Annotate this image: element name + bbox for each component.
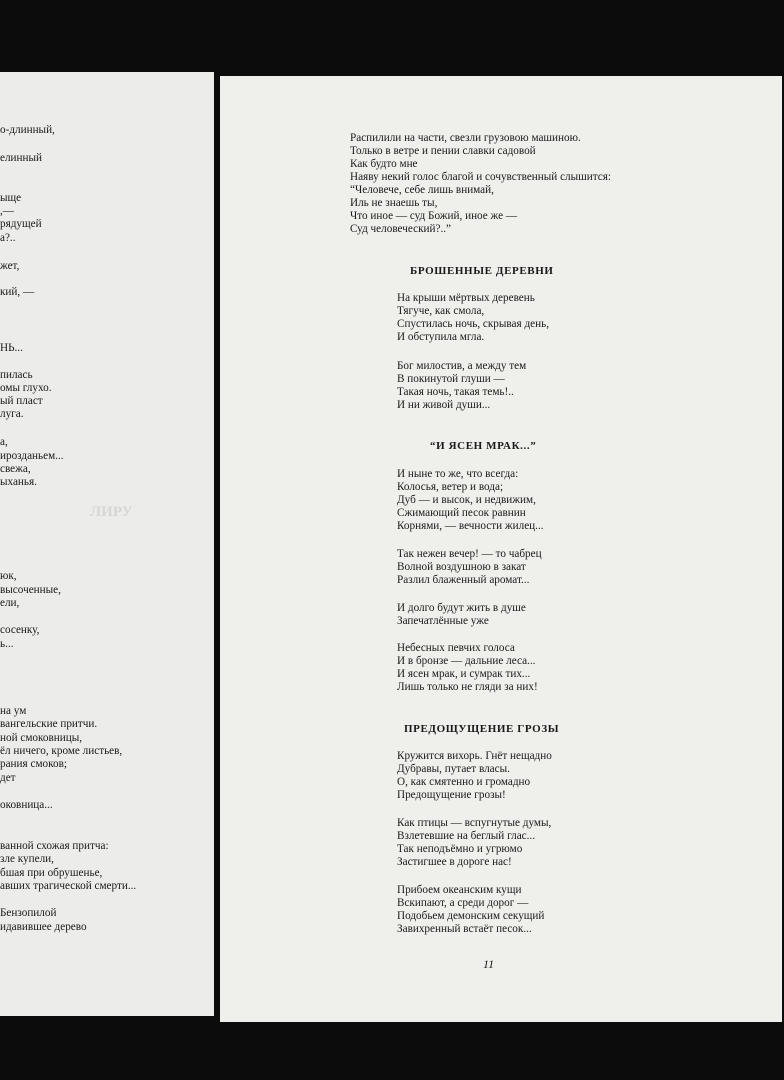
left-page-line: елинный — [0, 152, 43, 164]
poem-line: В покинутой глуши — — [397, 373, 505, 385]
poem-line: Колосья, ветер и вода; — [397, 481, 504, 493]
intro-line: Иль не знаешь ты, — [350, 197, 438, 209]
left-page-line: ели, — [0, 597, 20, 609]
left-page-line: НЬ... — [0, 342, 23, 354]
left-page-line: ирозданьем... — [0, 450, 64, 462]
left-page-line: дет — [0, 772, 16, 784]
right-page — [220, 76, 782, 1022]
left-page-line: бшая при обрушенье, — [0, 867, 103, 879]
left-page-line: ной смоковницы, — [0, 732, 83, 744]
poem-line: Спустилась ночь, скрывая день, — [397, 318, 550, 330]
poem-line: Разлил блаженный аромат... — [397, 574, 530, 586]
poem-line: Такая ночь, такая темь!.. — [397, 386, 514, 398]
poem-line: Так нежен вечер! — то чабрец — [397, 548, 542, 560]
left-page-line: Бензопилой — [0, 907, 57, 919]
intro-line: Наяву некий голос благой и сочувственный слышится: — [350, 171, 611, 183]
poem-title: БРОШЕННЫЕ ДЕРЕВНИ — [410, 265, 554, 277]
intro-line: Как будто мне — [350, 158, 418, 170]
poem-line: И в бронзе — дальние леса... — [397, 655, 536, 667]
left-page-line: свежа, — [0, 463, 31, 475]
left-page-line: ёл ничего, кроме листьев, — [0, 745, 123, 757]
poem-line: Кружится вихорь. Гнёт нещадно — [397, 750, 552, 762]
poem-line: Корнями, — вечности жилец... — [397, 520, 544, 532]
poem-line: На крыши мёртвых деревень — [397, 292, 535, 304]
left-page — [0, 72, 214, 1016]
left-page-line: ыще — [0, 192, 22, 204]
poem-line: Завихренный встаёт песок... — [397, 923, 532, 935]
left-page-line: ь... — [0, 638, 14, 650]
poem-line: Подобьем демонским секущий — [397, 910, 545, 922]
intro-line: “Человече, себе лишь внимай, — [350, 184, 494, 196]
poem-line: Так неподъёмно и угрюмо — [397, 843, 523, 855]
poem-line: Запечатлённые уже — [397, 615, 489, 627]
left-page-line: оковница... — [0, 799, 53, 811]
left-page-line: рания смоков; — [0, 758, 67, 770]
left-page-line: юк, — [0, 570, 17, 582]
left-page-line: вангельские притчи. — [0, 718, 98, 730]
intro-line: Суд человеческий?..” — [350, 223, 452, 235]
poem-line: Вскипают, а среди дорог — — [397, 897, 529, 909]
poem-line: Взлетевшие на беглый глас... — [397, 830, 536, 842]
left-page-line: а, — [0, 436, 8, 448]
left-page-line: ,— — [0, 205, 14, 217]
poem-line: Как птицы — вспугнутые думы, — [397, 817, 552, 829]
left-page-line: о-длинный, — [0, 124, 55, 136]
left-page-line: зле купели, — [0, 853, 54, 865]
left-page-line: авших трагической смерти... — [0, 880, 137, 892]
left-page-line: жет, — [0, 260, 20, 272]
poem-line: Застигшее в дороге нас! — [397, 856, 512, 868]
poem-line: Дубравы, путает власы. — [397, 763, 510, 775]
left-page-line: а?.. — [0, 232, 16, 244]
left-page-line: ванной схожая притча: — [0, 840, 109, 852]
show-through-text: ЛИРУ — [90, 504, 133, 520]
intro-line: Что иное — суд Божий, иное же — — [350, 210, 518, 222]
left-page-line: омы глухо. — [0, 382, 52, 394]
poem-line: Дуб — и высок, и недвижим, — [397, 494, 536, 506]
poem-line: Прибоем океанским кущи — [397, 884, 522, 896]
page-number: 11 — [483, 957, 495, 971]
left-page-line: идавившее дерево — [0, 921, 87, 933]
poem-line: Лишь только не гляди за них! — [397, 681, 538, 693]
poem-title: “И ЯСЕН МРАК...” — [430, 440, 537, 452]
left-page-line: пилась — [0, 369, 33, 381]
left-page-line: на ум — [0, 705, 27, 717]
left-page-line: кий, — — [0, 286, 35, 298]
poem-line: Бог милостив, а между тем — [397, 360, 527, 372]
poem-line: Тягуче, как смола, — [397, 305, 485, 317]
intro-line: Распилили на части, свезли грузовою машиною. — [350, 132, 581, 144]
poem-line: Небесных певчих голоса — [397, 642, 515, 654]
left-page-line: луга. — [0, 408, 24, 420]
poem-line: И ясен мрак, и сумрак тих... — [397, 668, 531, 680]
poem-line: И обступила мгла. — [397, 331, 485, 343]
poem-line: И долго будут жить в душе — [397, 602, 526, 614]
left-page-line: ыханья. — [0, 476, 37, 488]
poem-line: И ни живой души... — [397, 399, 491, 411]
left-page-line: сосенку, — [0, 624, 40, 636]
left-page-line: ый пласт — [0, 395, 43, 407]
poem-line: О, как смятенно и громадно — [397, 776, 531, 788]
left-page-line: рядущей — [0, 218, 42, 230]
left-page-line: высоченные, — [0, 584, 61, 596]
poem-line: Сжимающий песок равнин — [397, 507, 526, 519]
poem-line: Волной воздушною в закат — [397, 561, 526, 573]
poem-line: Предощущение грозы! — [397, 789, 506, 801]
intro-line: Только в ветре и пении славки садовой — [350, 145, 536, 157]
poem-title: ПРЕДОЩУЩЕНИЕ ГРОЗЫ — [404, 723, 560, 735]
poem-line: И ныне то же, что всегда: — [397, 468, 519, 480]
